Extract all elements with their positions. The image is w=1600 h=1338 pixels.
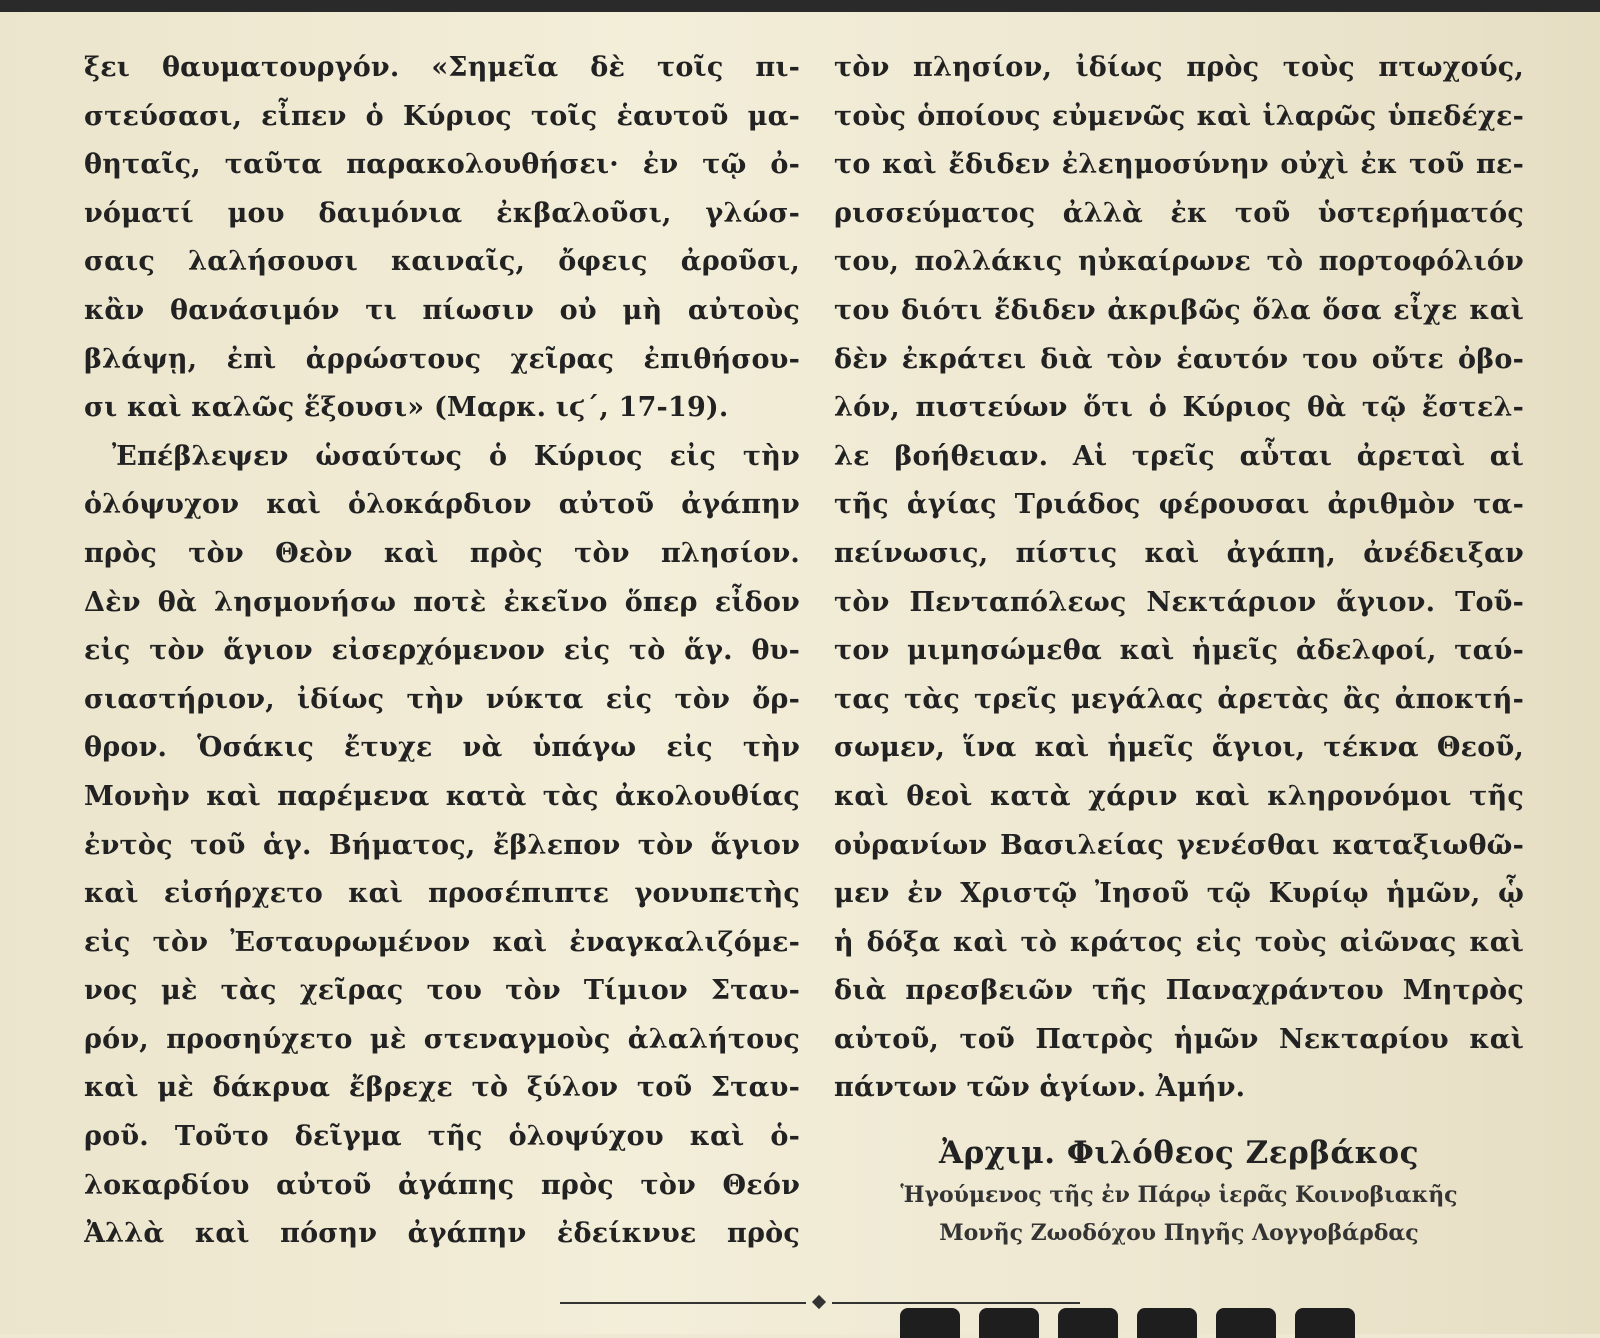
bottom-ornament-rule: [560, 1300, 1080, 1306]
text-line: του διότι ἔδιδεν ἀκριβῶς ὅλα ὅσα εἶχε καὶ: [834, 294, 1524, 326]
author-name: Ἀρχιμ. Φιλόθεος Ζερβάκος: [939, 1135, 1419, 1171]
ornament-diamond: [812, 1295, 826, 1309]
text-line: τῆς ἁγίας Τριάδος φέρουσαι ἀριθμὸν τα-: [834, 489, 1524, 521]
signature-block: [834, 1130, 1524, 1252]
text-line: σωμεν, ἵνα καὶ ἡμεῖς ἅγιοι, τέκνα Θεοῦ,: [834, 732, 1524, 764]
text-line: ἡ δόξα καὶ τὸ κράτος εἰς τοὺς αἰῶνας καὶ: [834, 926, 1524, 958]
text-line: νόματί μου δαιμόνια ἐκβαλοῦσι, γλώσ-: [84, 197, 800, 229]
text-line: ξει θαυματουργόν. «Σημεῖα δὲ τοῖς πι-: [84, 52, 800, 83]
left-column: [84, 44, 800, 1259]
text-line: βλάψῃ, ἐπὶ ἀρρώστους χεῖρας ἐπιθήσου-: [84, 343, 800, 375]
top-rule: [0, 0, 1600, 12]
author-title-line: Ἡγούμενος τῆς ἐν Πάρῳ ἱερᾶς Κοινοβιακῆς: [900, 1182, 1458, 1208]
text-line: το καὶ ἔδιδεν ἐλεημοσύνην οὐχὶ ἐκ τοῦ πε-: [834, 149, 1524, 181]
text-line: στεύσασι, εἶπεν ὁ Κύριος τοῖς ἑαυτοῦ μα-: [84, 100, 800, 132]
right-column: [834, 44, 1524, 1113]
text-line: ἐντὸς τοῦ ἁγ. Βήματος, ἔβλεπον τὸν ἅγιον: [84, 829, 800, 861]
text-line: ρόν, προσηύχετο μὲ στεναγμοὺς ἀλαλήτους: [84, 1023, 800, 1055]
text-line: καὶ θεοὶ κατὰ χάριν καὶ κληρονόμοι τῆς: [834, 780, 1524, 812]
text-line: Μονὴν καὶ παρέμενα κατὰ τὰς ἀκολουθίας: [84, 780, 800, 812]
text-line: οὐρανίων Βασιλείας γενέσθαι καταξιωθῶ-: [834, 829, 1524, 861]
text-line: καὶ μὲ δάκρυα ἔβρεχε τὸ ξύλον τοῦ Σταυ-: [84, 1072, 800, 1104]
text-line: ὁλόψυχον καὶ ὁλοκάρδιον αὐτοῦ ἀγάπην: [84, 489, 800, 521]
text-line: ρισσεύματος ἀλλὰ ἐκ τοῦ ὑστερήματός: [834, 197, 1524, 229]
text-line: σι καὶ καλῶς ἕξουσι» (Μαρκ. ιϛ΄, 17-19).: [84, 392, 729, 424]
ornament-bar-right: [832, 1302, 1080, 1304]
paragraph-start-line: Ἐπέβλεψεν ὡσαύτως ὁ Κύριος εἰς τὴν: [112, 440, 800, 472]
text-line: διὰ πρεσβειῶν τῆς Παναχράντου Μητρὸς: [834, 975, 1524, 1007]
text-line: μεν ἐν Χριστῷ Ἰησοῦ τῷ Κυρίῳ ἡμῶν, ᾧ: [834, 878, 1524, 910]
text-line: ροῦ. Τοῦτο δεῖγμα τῆς ὁλοψύχου καὶ ὁ-: [84, 1121, 800, 1153]
text-line: πείνωσις, πίστις καὶ ἀγάπη, ἀνέδειξαν: [834, 537, 1524, 569]
text-line: σαις λαλήσουσι καιναῖς, ὄφεις ἀροῦσι,: [84, 246, 800, 278]
text-line: θηταῖς, ταῦτα παρακολουθήσει· ἐν τῷ ὀ-: [84, 149, 800, 181]
text-line: τοὺς ὁποίους εὐμενῶς καὶ ἱλαρῶς ὑπεδέχε-: [834, 100, 1524, 132]
author-title-line: Μονῆς Ζωοδόχου Πηγῆς Λογγοβάρδας: [939, 1220, 1419, 1246]
text-line: κἂν θανάσιμόν τι πίωσιν οὐ μὴ αὐτοὺς: [84, 294, 800, 326]
text-line: Δὲν θὰ λησμονήσω ποτὲ ἐκεῖνο ὅπερ εἶδον: [84, 586, 800, 618]
text-line: θρον. Ὁσάκις ἔτυχε νὰ ὑπάγω εἰς τὴν: [84, 732, 800, 764]
text-line: νος μὲ τὰς χεῖρας του τὸν Τίμιον Σταυ-: [84, 975, 800, 1007]
text-line: τον μιμησώμεθα καὶ ἡμεῖς ἀδελφοί, ταύ-: [834, 635, 1524, 667]
text-line: λόν, πιστεύων ὅτι ὁ Κύριος θὰ τῷ ἔστελ-: [834, 392, 1524, 424]
text-line: εἰς τὸν Ἐσταυρωμένον καὶ ἐναγκαλιζόμε-: [84, 926, 800, 958]
text-line: δὲν ἐκράτει διὰ τὸν ἑαυτόν του οὔτε ὀβο-: [834, 343, 1524, 375]
ornament-bar-left: [560, 1302, 806, 1304]
text-line: λοκαρδίου αὐτοῦ ἀγάπης πρὸς τὸν Θεόν: [84, 1169, 800, 1201]
text-line: τὸν Πενταπόλεως Νεκτάριον ἅγιον. Τοῦ-: [834, 586, 1524, 618]
text-line: καὶ εἰσήρχετο καὶ προσέπιπτε γονυπετὴς: [84, 878, 800, 910]
text-line: του, πολλάκις ηὐκαίρωνε τὸ πορτοφόλιόν: [834, 246, 1524, 278]
text-line: πάντων τῶν ἁγίων. Ἀμήν.: [834, 1072, 1246, 1104]
text-line: σιαστήριον, ἰδίως τὴν νύκτα εἰς τὸν ὄρ-: [84, 683, 800, 715]
text-line: εἰς τὸν ἅγιον εἰσερχόμενον εἰς τὸ ἅγ. θυ-: [84, 635, 800, 667]
text-line: αὐτοῦ, τοῦ Πατρὸς ἡμῶν Νεκταρίου καὶ: [834, 1023, 1524, 1055]
text-line: πρὸς τὸν Θεὸν καὶ πρὸς τὸν πλησίον.: [84, 537, 800, 569]
text-line: τας τὰς τρεῖς μεγάλας ἀρετὰς ἂς ἀποκτή-: [834, 683, 1524, 715]
text-line: Ἀλλὰ καὶ πόσην ἀγάπην ἐδείκνυε πρὸς: [84, 1218, 800, 1250]
text-line: τὸν πλησίον, ἰδίως πρὸς τοὺς πτωχούς,: [834, 52, 1524, 83]
text-line: λε βοήθειαν. Αἱ τρεῖς αὗται ἀρεταὶ αἱ: [834, 440, 1524, 472]
